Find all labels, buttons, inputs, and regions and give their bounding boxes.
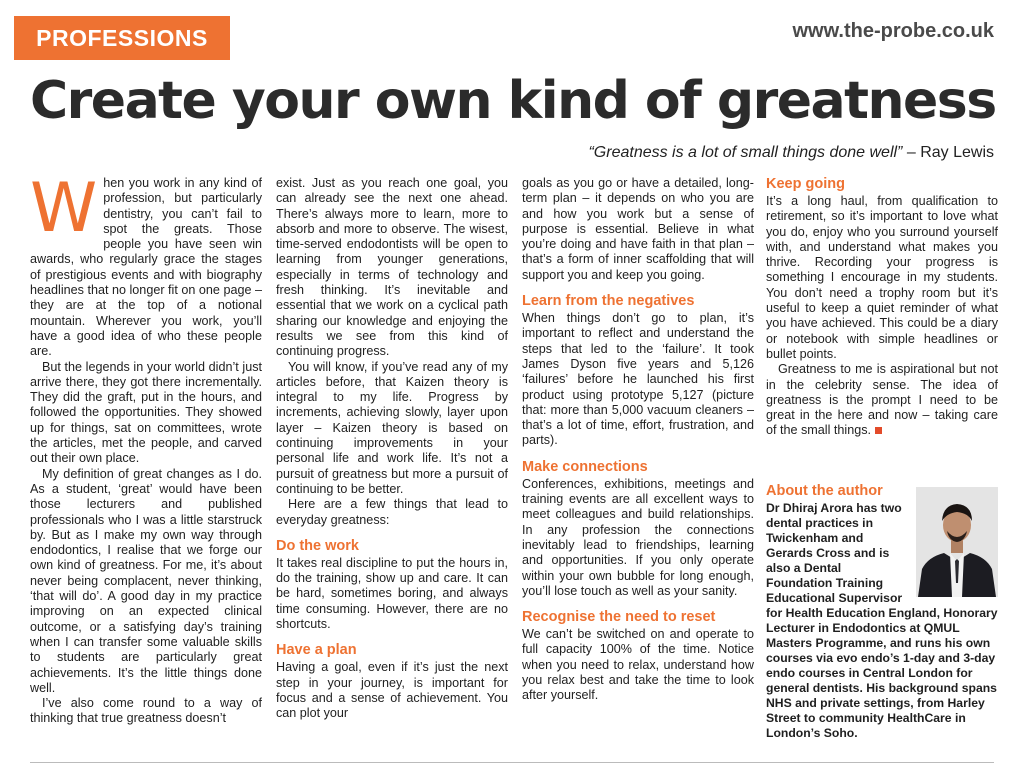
subheading-have-a-plan: Have a plan [276,642,357,659]
paragraph: Having a goal, even if it’s just the next step in your journey, is important for focus and a sense of achievement. You can plot your [276,660,508,721]
paragraph: hen you work in any kind of profession, but particularly dentistry, you can’t fail to spot the greats. Those people you have seen win awards, who regularly grace the stages of prestigious events and with biography headlines that no longer fit on one page – they are at the top of a notional mountain. Wherever you work, you’ll have a good idea of who these people are. [30,176,262,359]
about-author-box [766,483,998,741]
subheading-keep-going: Keep going [766,176,845,192]
pull-quote [588,143,994,163]
article-headline: Create your own kind of greatness [30,71,996,131]
article-column-3 [522,176,754,756]
subheading-do-the-work: Do the work [276,537,359,554]
paragraph: goals as you go or have a detailed, long-term plan – it depends on who you are and how you work but a sense of purpose is essential. Believe in what you’re doing and have faith in that plan – that’s a form of inner scaffolding that will support you and keep you going. [522,176,754,282]
drop-cap: W [30,176,98,248]
website-url: www.the-probe.co.uk [792,20,994,42]
article-column-4 [766,176,998,756]
article-column-2 [276,176,508,756]
paragraph: You will know, if you’ve read any of my articles before, that Kaizen theory is integral to my life. Progress by increments, achieving slowly, layer upon layer – Kaizen theory is based on continuing improvements in your personal life and work life. It’s not a pursuit of greatness but more a pursuit of continuing to be better. [276,359,508,496]
paragraph: When things don’t go to plan, it’s important to reflect and understand the steps that led to the ‘failure’. It took James Dyson five years and 5,126 ‘failures’ before he launched his first product using prototype 5,127 (picture that: more than 5,000 vacuum cleaners – that’s a lot of time, effort, frustration, and parts). [522,311,754,448]
end-mark-icon [875,427,882,434]
author-bio: Dr Dhiraj Arora has two dental practices in Twickenham and Gerards Cross and is also a Dental Foundation Training Educational Supervisor for Health Education England, Honorary Lecturer in Endodontics at QMUL Masters Programme, and runs his own courses via evo endo’s 1-day and 3-day endo courses in Central London for general dentists. His background spans NHS and private settings, from Harley Street to community HealthCare in London’s Soho. [766,500,998,740]
paragraph-text: Greatness to me is aspirational but not in the celebrity sense. The idea of greatness is the prompt I need to be great in the here and now – taking care of the small things. [766,362,998,438]
person-portrait-icon [916,487,998,597]
paragraph: It’s a long haul, from qualification to retirement, so it’s important to love what you do, enjoy who you surround yourself with, and understand what makes you thrive. Recording your progress is something I encourage in my students. You don’t need a trophy room but it’s useful to keep a quiet reminder of what you have achieved. This could be a diary or notebook with simple headlines or bullet points. [766,194,998,361]
author-heading: About the author [766,482,883,499]
author-photo [916,487,998,597]
article-column-1 [30,176,262,756]
subheading-make-connections: Make connections [522,458,648,475]
section-tag: PROFESSIONS [14,16,230,60]
quote-author: – Ray Lewis [906,144,994,161]
paragraph: It takes real discipline to put the hours in, do the training, show up and care. It can be hard, sometimes boring, and always time consuming. However, there are no shortcuts. [276,555,508,632]
paragraph: Here are a few things that lead to everyday greatness: [276,497,508,527]
bottom-divider [30,762,994,763]
paragraph: I’ve also come round to a way of thinking that true greatness doesn’t [30,696,262,726]
subheading-recognise-reset: Recognise the need to reset [522,609,716,626]
paragraph: But the legends in your world didn’t just arrive there, they got there incrementally. They did the graft, put in the hours, and followed the opportunities. They showed up for things, sat on committees, wrote the articles, met the people, and carved out their own place. [30,359,262,466]
quote-text: “Greatness is a lot of small things done well” [588,144,903,161]
paragraph: My definition of great changes as I do. As a student, ‘great’ would have been those lecturers and published professionals who I was a little starstruck by. But as I make my own way through endodontics, I realise that we forge our own kind of greatness. For me, it’s about never being complacent, never thinking, ‘that will do’. A good day in my practice improving on an expected clinical outcome, or a satisfying day’s training when I can transfer some valuable skills to students are particularly great achievements. It’s the little things done well. [30,466,262,695]
paragraph-final [766,362,998,438]
paragraph: We can’t be switched on and operate to full capacity 100% of the time. Notice when you need to relax, understand how you relax best and take the time to look after yourself. [522,627,754,703]
paragraph: Conferences, exhibitions, meetings and training events are all excellent ways to meet colleagues and build relationships. In any profession the connections inevitably lead to friendships, learning and opportunities. If you only operate within your own bubble for long enough, you’ll lose touch as well as your sanity. [522,476,754,598]
subheading-learn-from-negatives: Learn from the negatives [522,293,695,310]
paragraph: exist. Just as you reach one goal, you can already see the next one ahead. There’s always more to learn, more to absorb and more to observe. The wisest, time-served endodontists will be open to learning from younger generations, especially in terms of technology and fresh thinking. It’s inevitable and essential that we work on a cyclical path sharing our knowledge and enjoying the results we see from this kind of continuing progress. [276,176,508,359]
